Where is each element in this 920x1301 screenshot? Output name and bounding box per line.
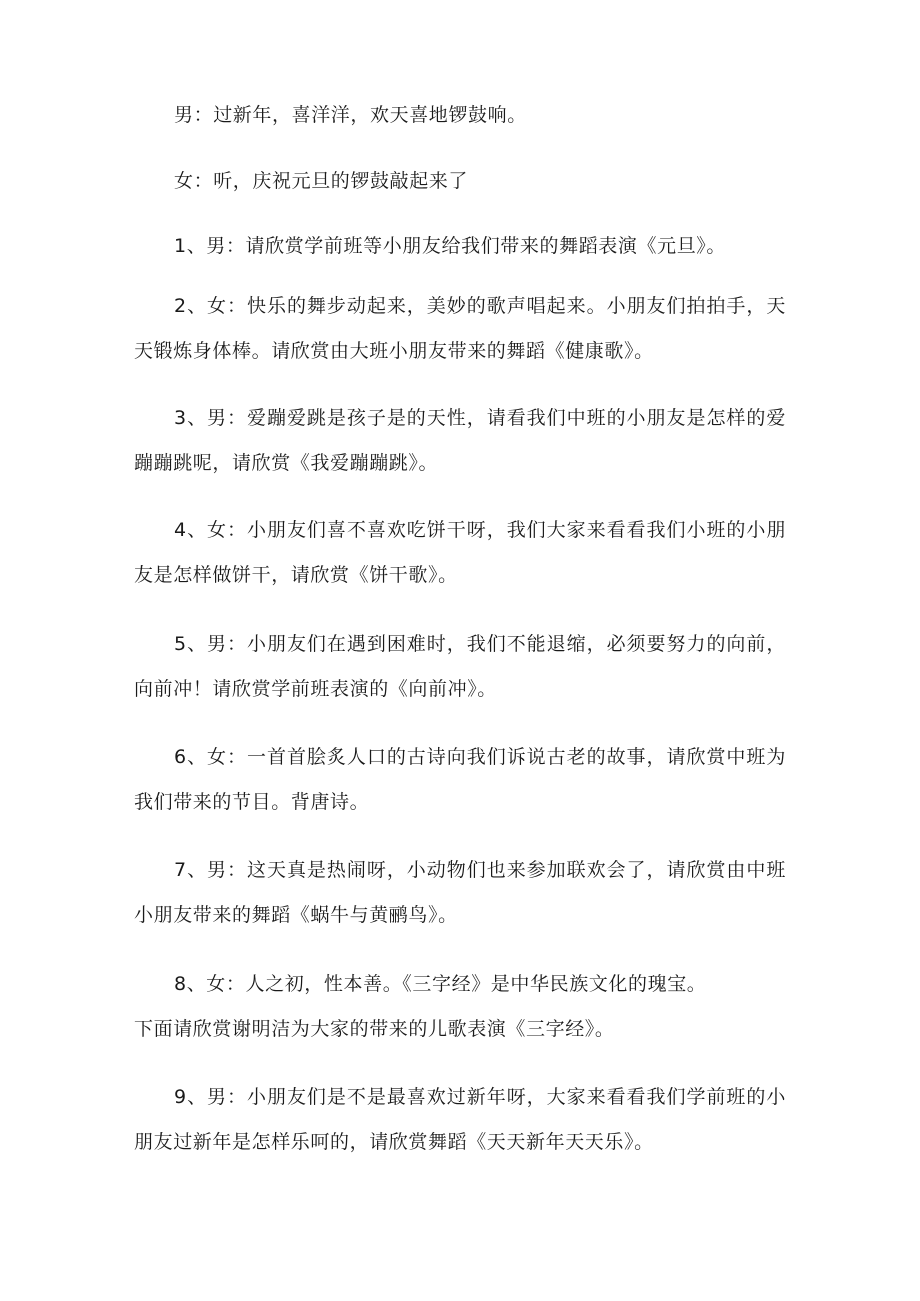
paragraph-item-4 (134, 508, 786, 598)
paragraph-item-9 (134, 1075, 786, 1165)
paragraph-line: 男：过新年，喜洋洋，欢天喜地锣鼓响。 (174, 104, 527, 126)
paragraph-item-7 (134, 848, 786, 938)
paragraph-line: 下面请欣赏谢明洁为大家的带来的儿歌表演《三字经》。 (134, 1018, 615, 1040)
paragraph-item-5 (134, 622, 786, 712)
paragraph-intro-female (134, 159, 786, 204)
paragraph-line: 4、女：小朋友们喜不喜欢吃饼干呀，我们大家来看看我们小班的小朋 (174, 519, 786, 541)
paragraph-line: 朋友过新年是怎样乐呵的，请欣赏舞蹈《天天新年天天乐》。 (134, 1131, 654, 1153)
paragraph-line: 3、男：爱蹦爱跳是孩子是的天性，请看我们中班的小朋友是怎样的爱 (174, 407, 786, 429)
paragraph-line: 5、男：小朋友们在遇到困难时，我们不能退缩，必须要努力的向前， (174, 633, 786, 655)
paragraph-item-2 (134, 284, 786, 374)
paragraph-line: 小朋友带来的舞蹈《蜗牛与黄鹂鸟》。 (134, 904, 458, 926)
paragraph-line: 向前冲！请欣赏学前班表演的《向前冲》。 (134, 678, 497, 700)
paragraph-line: 2、女：快乐的舞步动起来，美妙的歌声唱起来。小朋友们拍拍手，天 (174, 295, 786, 317)
paragraph-line: 9、男：小朋友们是不是最喜欢过新年呀，大家来看看我们学前班的小 (174, 1086, 786, 1108)
paragraph-item-3 (134, 396, 786, 486)
paragraph-line: 友是怎样做饼干，请欣赏《饼干歌》。 (134, 564, 458, 586)
paragraph-line: 7、男：这天真是热闹呀，小动物们也来参加联欢会了，请欣赏由中班 (174, 859, 786, 881)
paragraph-intro-male (134, 93, 786, 138)
paragraph-line: 我们带来的节目。背唐诗。 (134, 791, 370, 813)
paragraph-line: 女：听，庆祝元旦的锣鼓敲起来了 (174, 170, 469, 192)
paragraph-item-1 (134, 224, 786, 269)
paragraph-line: 蹦蹦跳呢，请欣赏《我爱蹦蹦跳》。 (134, 452, 439, 474)
paragraph-line: 1、男：请欣赏学前班等小朋友给我们带来的舞蹈表演《元旦》。 (174, 235, 726, 257)
paragraph-line: 天锻炼身体棒。请欣赏由大班小朋友带来的舞蹈《健康歌》。 (134, 340, 654, 362)
paragraph-line: 8、女：人之初，性本善。《三字经》是中华民族文化的瑰宝。 (174, 973, 707, 995)
paragraph-item-8 (134, 962, 786, 1052)
paragraph-item-6 (134, 735, 786, 825)
paragraph-line: 6、女：一首首脍炙人口的古诗向我们诉说古老的故事，请欣赏中班为 (174, 746, 786, 768)
